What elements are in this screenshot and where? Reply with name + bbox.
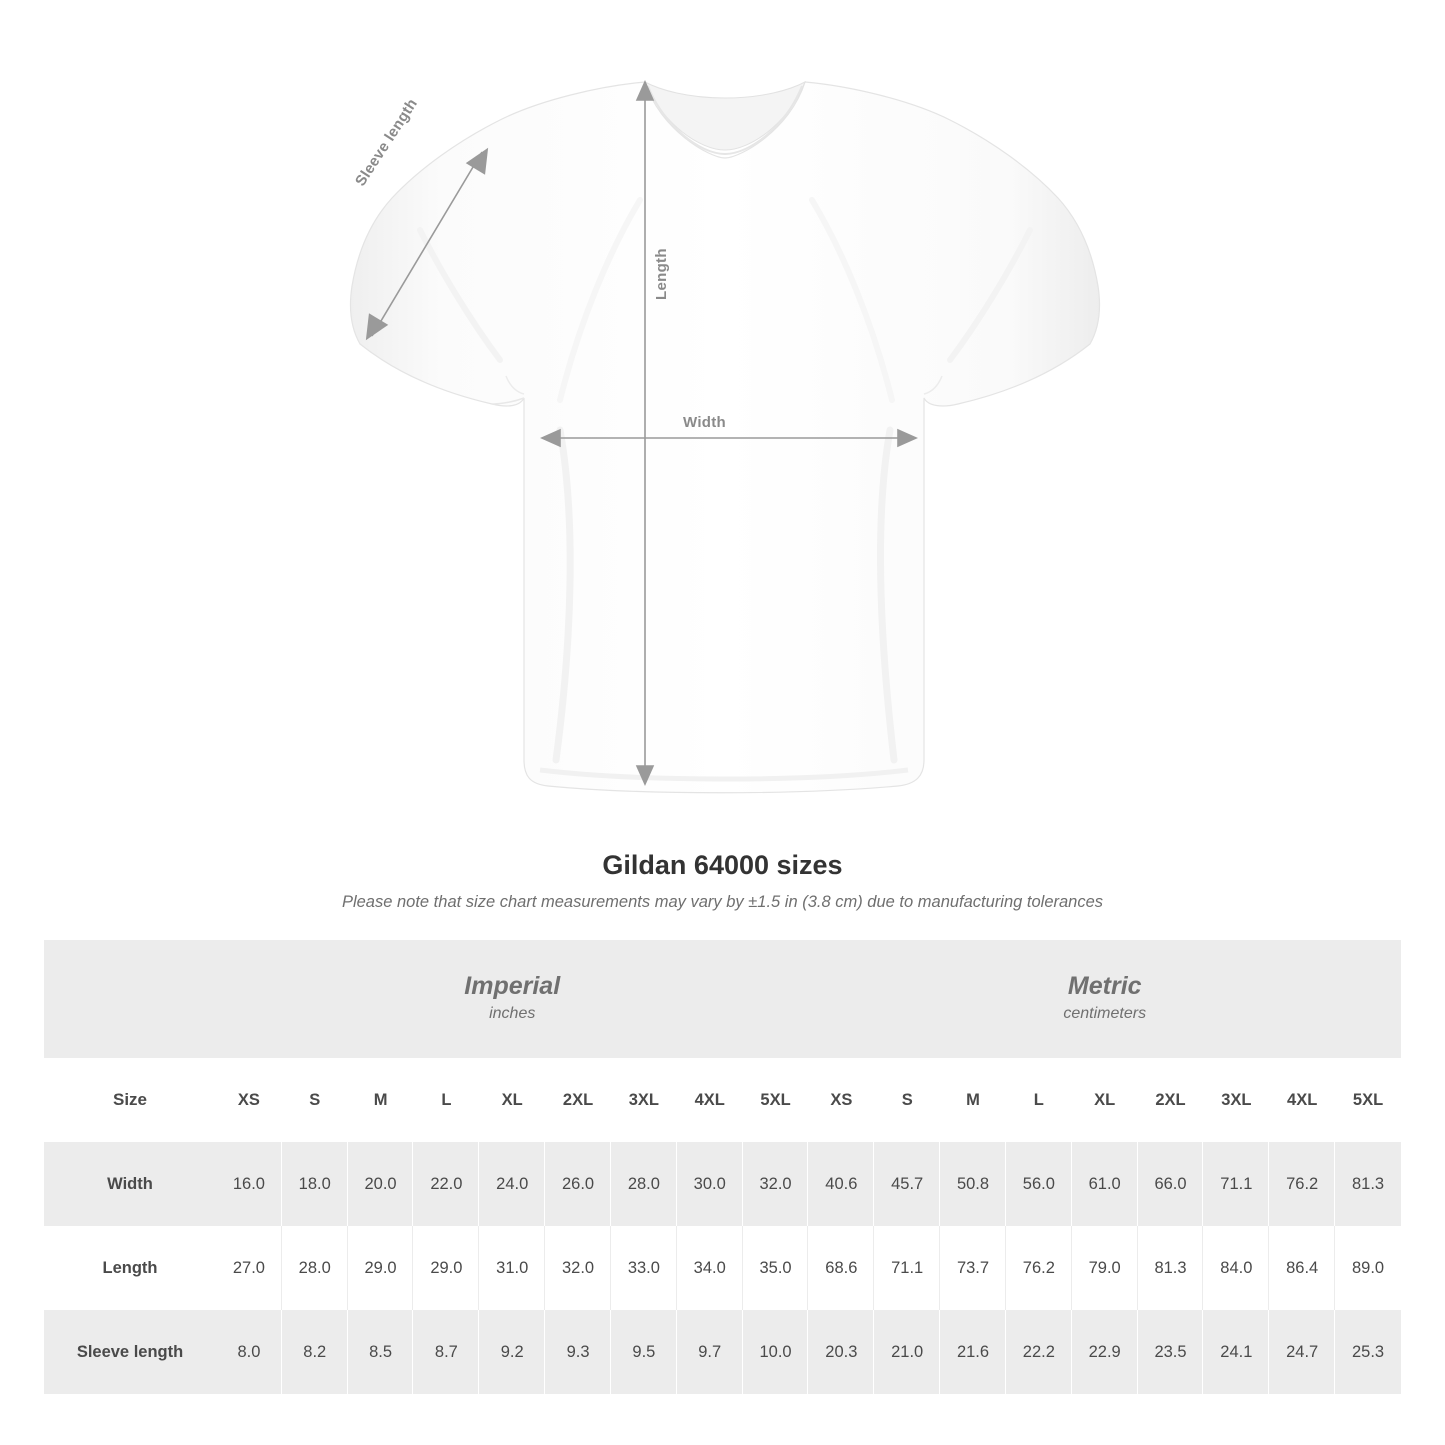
data-cell: 71.1 (1203, 1142, 1269, 1226)
data-cell: 9.3 (545, 1310, 611, 1394)
col-header-cell: 4XL (677, 1058, 743, 1142)
data-cell: 32.0 (743, 1142, 809, 1226)
data-cell: 8.5 (348, 1310, 414, 1394)
col-header-cell: 3XL (611, 1058, 677, 1142)
data-cell: 33.0 (611, 1226, 677, 1310)
length-label: Length (653, 248, 670, 300)
col-header-cell: XL (1072, 1058, 1138, 1142)
unit-header-row (44, 940, 1401, 1058)
data-cell: 21.6 (940, 1310, 1006, 1394)
data-cell: 45.7 (874, 1142, 940, 1226)
data-cell: 76.2 (1269, 1142, 1335, 1226)
row-label: Width (44, 1142, 216, 1226)
data-cell: 61.0 (1072, 1142, 1138, 1226)
data-cell: 68.6 (808, 1226, 874, 1310)
unit-imperial-sub: inches (489, 1004, 536, 1022)
unit-imperial-name: Imperial (464, 971, 561, 1000)
size-table-wrap (0, 940, 1445, 1394)
table-row (44, 1310, 1401, 1394)
col-header-cell: 5XL (743, 1058, 809, 1142)
data-cell: 8.7 (413, 1310, 479, 1394)
table-row (44, 1142, 1401, 1226)
row-label: Sleeve length (44, 1310, 216, 1394)
col-header-cell: S (282, 1058, 348, 1142)
unit-row-spacer (44, 940, 216, 1058)
data-cell: 35.0 (743, 1226, 809, 1310)
data-cell: 34.0 (677, 1226, 743, 1310)
unit-metric-sub: centimeters (1063, 1004, 1147, 1022)
page-title: Gildan 64000 sizes (602, 850, 843, 880)
sleeve-length-label: Sleeve length (352, 95, 422, 190)
data-cell: 86.4 (1269, 1226, 1335, 1310)
col-header-cell: S (874, 1058, 940, 1142)
data-cell: 9.7 (677, 1310, 743, 1394)
data-cell: 31.0 (479, 1226, 545, 1310)
data-cell: 73.7 (940, 1226, 1006, 1310)
data-cell: 71.1 (874, 1226, 940, 1310)
data-cell: 79.0 (1072, 1226, 1138, 1310)
data-cell: 22.2 (1006, 1310, 1072, 1394)
data-cell: 18.0 (282, 1142, 348, 1226)
data-cell: 21.0 (874, 1310, 940, 1394)
col-header-cell: XL (479, 1058, 545, 1142)
unit-imperial (216, 940, 808, 1058)
unit-metric-name: Metric (1067, 971, 1142, 1000)
data-cell: 8.0 (216, 1310, 282, 1394)
col-header-cell: M (348, 1058, 414, 1142)
data-cell: 24.0 (479, 1142, 545, 1226)
data-cell: 9.2 (479, 1310, 545, 1394)
data-cell: 76.2 (1006, 1226, 1072, 1310)
col-header-cell: 5XL (1335, 1058, 1401, 1142)
data-cell: 9.5 (611, 1310, 677, 1394)
col-header-cell: 3XL (1203, 1058, 1269, 1142)
col-header-cell: XS (216, 1058, 282, 1142)
data-cell: 8.2 (282, 1310, 348, 1394)
tolerance-note: Please note that size chart measurements may vary by ±1.5 in (3.8 cm) due to manufacturing tolerances (341, 893, 1104, 911)
data-cell: 28.0 (282, 1226, 348, 1310)
col-header-cell: 2XL (545, 1058, 611, 1142)
data-cell: 81.3 (1335, 1142, 1401, 1226)
col-header-cell: XS (808, 1058, 874, 1142)
data-cell: 84.0 (1203, 1226, 1269, 1310)
table-row (44, 1226, 1401, 1310)
data-cell: 16.0 (216, 1142, 282, 1226)
data-cell: 26.0 (545, 1142, 611, 1226)
col-header-cell: L (413, 1058, 479, 1142)
data-cell: 66.0 (1138, 1142, 1204, 1226)
data-cell: 81.3 (1138, 1226, 1204, 1310)
data-cell: 89.0 (1335, 1226, 1401, 1310)
unit-metric (808, 940, 1401, 1058)
row-header-size: Size (44, 1058, 216, 1142)
data-cell: 23.5 (1138, 1310, 1204, 1394)
title-block (0, 850, 1445, 912)
data-cell: 24.7 (1269, 1310, 1335, 1394)
data-cell: 25.3 (1335, 1310, 1401, 1394)
col-header-cell: M (940, 1058, 1006, 1142)
data-cell: 40.6 (808, 1142, 874, 1226)
col-header-cell: 4XL (1269, 1058, 1335, 1142)
row-label: Length (44, 1226, 216, 1310)
data-cell: 29.0 (348, 1226, 414, 1310)
width-label: Width (683, 414, 727, 431)
data-cell: 29.0 (413, 1226, 479, 1310)
data-cell: 32.0 (545, 1226, 611, 1310)
data-cell: 20.0 (348, 1142, 414, 1226)
data-cell: 20.3 (808, 1310, 874, 1394)
data-cell: 10.0 (743, 1310, 809, 1394)
size-header-row (44, 1058, 1401, 1142)
data-cell: 56.0 (1006, 1142, 1072, 1226)
data-cell: 30.0 (677, 1142, 743, 1226)
col-header-cell: L (1006, 1058, 1072, 1142)
data-cell: 27.0 (216, 1226, 282, 1310)
data-cell: 22.0 (413, 1142, 479, 1226)
data-cell: 28.0 (611, 1142, 677, 1226)
col-header-cell: 2XL (1138, 1058, 1204, 1142)
data-cell: 22.9 (1072, 1310, 1138, 1394)
size-table (44, 940, 1401, 1394)
data-cell: 50.8 (940, 1142, 1006, 1226)
data-cell: 24.1 (1203, 1310, 1269, 1394)
